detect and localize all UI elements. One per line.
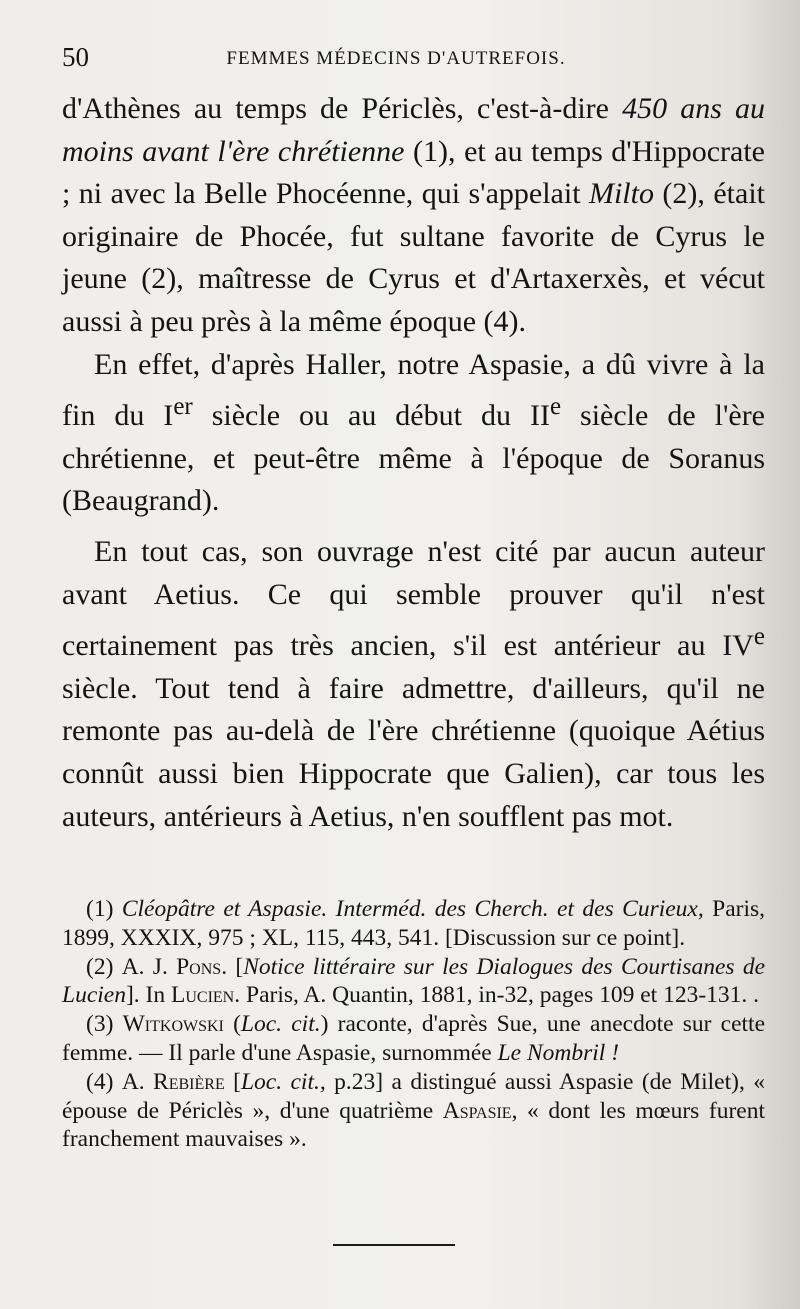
paragraph-1 [62, 88, 765, 344]
p2-text-b: siècle ou au début du II [192, 399, 550, 433]
paragraph-3 [62, 531, 765, 838]
fn2-number: (2) [86, 953, 122, 980]
fn4-rest: p.23] a distingué aussi Aspasie (de Milet), « épouse de Périclès », d'une quatrième [62, 1068, 765, 1124]
closing-rule [333, 1244, 455, 1246]
fn3-number: (3) [86, 1011, 123, 1038]
fn4-end: , « dont les mœurs furent franchement mauvaises ». [62, 1097, 765, 1153]
p1-text-e: (2), était originaire de Phocée, fut sultane favorite de Cyrus le jeune (2), maîtresse de Cyrus et d'Artaxerxès, et vécut aussi à peu près à la même époque (4). [62, 177, 765, 338]
page-header [62, 42, 770, 76]
running-title: FEMMES MÉDECINS D'AUTREFOIS. [226, 48, 566, 69]
fn2-title: Notice littéraire sur les Dialogues des Courtisanes de Lucien [62, 953, 766, 1009]
p2-text-a: En effet, d'après Haller, notre Aspasie, a dû vivre à la fin du I [62, 347, 765, 433]
p3-text-a: En tout cas, son ouvrage n'est cité par aucun auteur avant Aetius. Ce qui semble prouver qu'il n'est certainement pas très ancien, s'il est antérieur au IV [62, 534, 765, 663]
fn3-nickname: Le Nombril ! [497, 1039, 620, 1066]
fn2-open: [ [227, 953, 244, 980]
fn1-rest: Paris, 1899, XXXIX, 975 ; XL, 115, 443, 541. [Discussion sur ce point]. [62, 896, 766, 951]
footnote-1 [62, 895, 765, 953]
p1-text-c: (1), et au temps d'Hippocrate ; ni avec la Belle Phocéenne, qui s'appelait [62, 134, 765, 211]
fn4-ref: Loc. cit., [240, 1068, 326, 1095]
body-text [62, 88, 765, 838]
fn3-ref: Loc. cit. [240, 1011, 321, 1038]
p1-italic-milto: Milto [588, 177, 654, 211]
fn1-title: Cléopâtre et Aspasie. Interméd. des Cherch. et des Curieux, [121, 896, 704, 922]
p2-sup-1: er [173, 393, 193, 421]
fn4-number: (4) [86, 1068, 122, 1095]
p1-text-a: d'Athènes au temps de Périclès, c'est-à-dire [62, 92, 623, 125]
paragraph-2 [62, 344, 765, 523]
footnote-2 [62, 953, 765, 1011]
footnotes [62, 895, 765, 1154]
p3-text-b: siècle. Tout tend à faire admettre, d'ailleurs, qu'il ne remonte pas au-delà de l'ère chrétienne (quoique Aétius connût aussi bien Hippocrate que Galien), car tous les auteurs, antérieurs à Aetius, n'en soufflent pas mot. [62, 671, 765, 833]
fn3-open: ( [223, 1011, 241, 1038]
fn3-author: Witkowski [122, 1011, 224, 1038]
p2-text-c: siècle de l'ère chrétienne, et peut-être même à l'époque de Soranus (Beaugrand). [62, 399, 765, 518]
fn3-rest: ) raconte, d'après Sue, une anecdote sur cette femme. — Il parle d'une Aspasie, surnommée [62, 1011, 766, 1066]
fn4-open: [ [224, 1068, 241, 1095]
footnote-3 [62, 1010, 765, 1068]
fn4-author: A. Rebière [121, 1068, 225, 1095]
fn2-mid: ]. In [125, 982, 171, 1009]
fn2-rest: . Paris, A. Quantin, 1881, in-32, pages 109 et 123-131. . [234, 982, 760, 1009]
footnote-4 [62, 1068, 765, 1154]
fn2-lucien: Lucien [171, 982, 235, 1009]
fn4-name: Aspasie [442, 1097, 512, 1124]
fn2-author: A. J. Pons. [121, 953, 228, 980]
fn1-number: (1) [86, 896, 122, 922]
p3-sup: e [753, 623, 765, 651]
p1-italic-date: 450 ans au moins avant l'ère chrétienne [62, 92, 765, 168]
page-number: 50 [62, 42, 89, 72]
p2-sup-2: e [549, 393, 562, 421]
